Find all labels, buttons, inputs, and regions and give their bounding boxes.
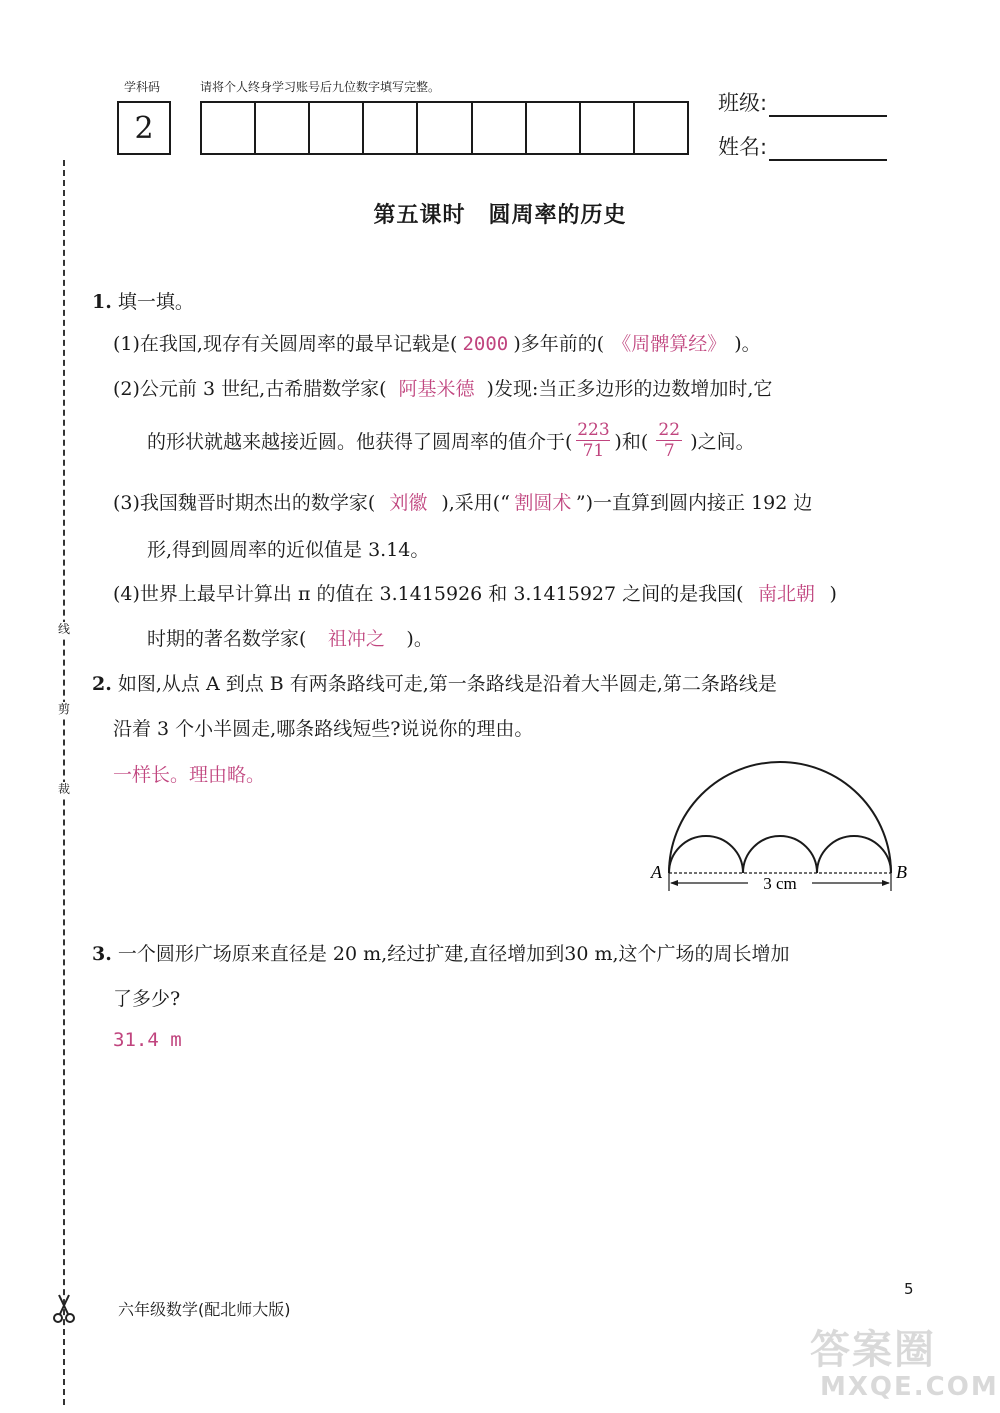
answer-blank: 南北朝 [758, 583, 816, 605]
q1-p3-text-c: ”)一直算到圆内接正 192 边 [575, 492, 813, 514]
book-title: 六年级数学(配北师大版) [118, 1300, 291, 1319]
semicircle-figure [640, 755, 920, 900]
fraction-numerator: 223 [577, 420, 610, 440]
name-label: 姓名: [718, 135, 768, 159]
digit-cell[interactable] [418, 103, 472, 153]
subject-code-box: 2 [117, 101, 171, 155]
question-3-line1 [92, 939, 790, 966]
question-2-line2: 沿着 3 个小半圆走,哪条路线短些?说说你的理由。 [113, 718, 534, 740]
q1-p4-text-a: (4)世界上最早计算出 π 的值在 3.1415926 和 3.1415927 之间的是我国( [113, 583, 744, 605]
question-1-heading [92, 287, 194, 314]
q1-part-3-line2: 形,得到圆周率的近似值是 3.14。 [147, 539, 430, 561]
digit-cell[interactable] [310, 103, 364, 153]
fraction-223-71 [576, 420, 610, 461]
q1-p1-text-c: )。 [734, 333, 761, 355]
fraction-denominator: 71 [582, 441, 605, 461]
name-field [718, 131, 887, 161]
q1-part-4-line2 [147, 624, 433, 651]
question-text: 填一填。 [117, 291, 194, 313]
small-semicircle [669, 836, 743, 873]
q1-p1-text-a: (1)在我国,现存有关圆周率的最早记载是( [113, 333, 458, 355]
q1-p4-text-c: 时期的著名数学家( [147, 628, 307, 650]
answer-blank: 刘徽 [389, 492, 428, 514]
answer-blank: 2000 [462, 333, 509, 355]
account-instruction: 请将个人终身学习账号后九位数字填写完整。 [200, 80, 441, 94]
q1-part-2-line1 [113, 374, 772, 401]
cut-char-jian: 剪 [53, 702, 75, 716]
digit-cell[interactable] [581, 103, 635, 153]
q1-p3-text-b: ),采用(“ [441, 492, 510, 514]
question-text: 如图,从点 A 到点 B 有两条路线可走,第一条路线是沿着大半圆走,第二条路线是 [117, 673, 777, 695]
question-3-line2: 了多少? [113, 988, 181, 1010]
account-digit-grid [200, 101, 689, 155]
q1-part-4-line1 [113, 579, 837, 606]
q1-p2-text-e: )之间。 [690, 431, 755, 453]
q1-p4-text-d: )。 [406, 628, 433, 650]
watermark-logo: 答案圈 [810, 1327, 936, 1373]
arrow-left-icon [670, 880, 678, 886]
page-number: 5 [904, 1280, 914, 1298]
scissors-icon [52, 1293, 76, 1323]
name-input-line[interactable] [769, 137, 887, 161]
fraction-denominator: 7 [663, 441, 675, 461]
q1-p4-text-b: ) [829, 583, 837, 605]
q1-p3-text-a: (3)我国魏晋时期杰出的数学家( [113, 492, 376, 514]
digit-cell[interactable] [635, 103, 687, 153]
large-semicircle [669, 762, 891, 873]
digit-cell[interactable] [256, 103, 310, 153]
answer-blank: 阿基米德 [398, 378, 475, 400]
answer-blank: 祖冲之 [327, 628, 385, 650]
small-semicircle [817, 836, 891, 873]
answer-blank: 《周髀算经》 [612, 333, 727, 355]
q1-p1-text-b: )多年前的( [513, 333, 605, 355]
answer-blank: 割圆术 [514, 492, 572, 514]
cut-char-xian: 线 [53, 622, 75, 636]
q1-p2-text-d: )和( [614, 431, 649, 453]
q1-part-1 [113, 329, 761, 356]
subject-code-label: 学科码 [124, 80, 161, 94]
fraction-22-7 [656, 420, 682, 461]
dimension-label: 3 cm [763, 874, 797, 893]
question-3-answer: 31.4 m [113, 1029, 182, 1051]
question-2-line1 [92, 669, 777, 696]
class-input-line[interactable] [769, 93, 887, 117]
q1-p2-text-c: 的形状就越来越接近圆。他获得了圆周率的值介于( [147, 431, 573, 453]
digit-cell[interactable] [202, 103, 256, 153]
digit-cell[interactable] [364, 103, 418, 153]
fraction-numerator: 22 [658, 420, 681, 440]
small-semicircle [743, 836, 817, 873]
point-b-label: B [896, 862, 907, 882]
digit-cell[interactable] [473, 103, 527, 153]
question-number: 1. [92, 291, 112, 313]
question-number: 3. [92, 943, 112, 965]
q1-p2-text-b: )发现:当正多边形的边数增加时,它 [486, 378, 773, 400]
question-2-answer: 一样长。理由略。 [113, 764, 266, 786]
question-number: 2. [92, 673, 112, 695]
watermark-url: MXQE.COM [820, 1372, 999, 1402]
class-label: 班级: [718, 91, 768, 115]
point-a-label: A [651, 862, 662, 882]
q1-part-2-line2 [147, 420, 755, 461]
class-field [718, 87, 887, 117]
q1-part-3-line1 [113, 488, 812, 515]
lesson-title: 第五课时 圆周率的历史 [373, 203, 627, 228]
q1-p2-text-a: (2)公元前 3 世纪,古希腊数学家( [113, 378, 387, 400]
digit-cell[interactable] [527, 103, 581, 153]
arrow-right-icon [882, 880, 890, 886]
cut-char-cai: 裁 [53, 782, 75, 796]
question-text: 一个圆形广场原来直径是 20 m,经过扩建,直径增加到30 m,这个广场的周长增加 [117, 943, 790, 965]
